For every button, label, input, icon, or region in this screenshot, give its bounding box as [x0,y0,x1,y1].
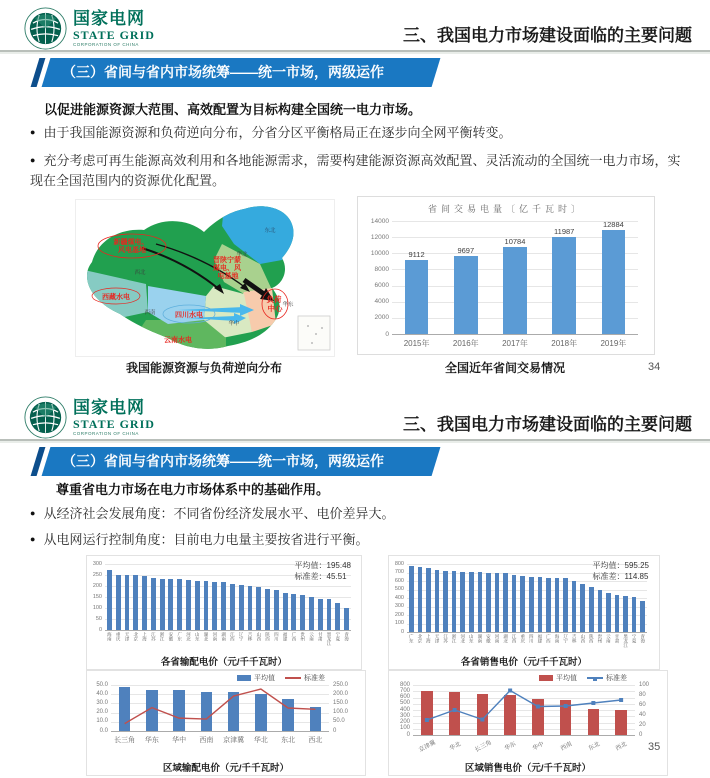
x-axis-category-label: 重庆 [520,634,526,643]
stats-annotation: 平均值：195.48 标准差：45.51 [294,561,351,581]
bar [256,587,261,630]
x-axis-category-label: 海南 [555,634,560,643]
bar [552,237,576,334]
x-axis-category-label: 江西 [230,632,236,641]
secondary-y-axis-tick: 20 [639,721,646,728]
y-axis-tick: 300 [394,603,404,609]
logo-text-sub: CORPORATION OF CHINA [73,41,139,47]
x-axis-category-label: 云南 [606,634,612,643]
trade-chart-caption: 全国近年省间交易情况 [444,361,565,375]
y-axis-tick: 150 [92,593,102,600]
y-axis-tick: 12000 [370,233,389,241]
bar [563,578,568,632]
x-axis-category-label: 西南 [559,741,574,753]
bar [589,587,594,632]
x-axis-category-label: 天津 [124,632,130,641]
y-axis-tick: 50 [95,615,102,622]
bar [204,581,209,630]
x-axis-category-label: 江苏 [151,632,157,641]
y-axis-tick: 0.0 [99,727,108,734]
bar [555,578,560,632]
map-label-region-sw: 西南 [144,310,156,316]
map-label-tibet-hydro: 西藏水电 [102,294,130,301]
x-axis-category-label: 宁夏 [632,634,638,643]
x-axis-category-label: 东北 [587,741,601,753]
x-axis-category-label: 海南 [107,632,113,641]
x-axis-category-label: 陕西 [589,634,595,643]
bar [335,603,340,631]
chart-title: 各省输配电价（元/千千瓦时） [160,657,288,668]
state-grid-logo [24,396,155,439]
x-axis-category-label: 河北 [186,632,192,641]
bar-data-label: 12884 [602,220,624,229]
map-label-region-ne: 东北 [264,228,276,234]
x-axis-category-label: 四川 [274,632,280,641]
bar [435,570,440,632]
y-axis-tick: 200 [394,611,404,618]
y-axis-tick: 400 [394,594,404,601]
legend-item-std: 标准差 [285,673,325,683]
x-axis-category-label: 山西 [580,634,586,643]
bar [460,572,465,632]
x-axis-category-label: 西南 [199,737,214,744]
intro-text: 尊重省电力市场在电力市场体系中的基础作用。 [56,482,330,497]
bar [195,581,200,630]
logo-text-sub: CORPORATION OF CHINA [73,430,139,436]
state-grid-globe-icon [24,396,67,439]
y-axis-tick: 30.0 [96,699,108,706]
x-axis-category-label: 2016年 [452,339,479,348]
bullet-icon: ● [30,155,36,165]
x-axis-line [407,632,647,633]
secondary-y-axis-tick: 40 [639,711,646,718]
bar-swatch [539,675,553,681]
china-map-figure [75,199,335,357]
line-series [87,671,363,761]
bar [221,582,226,630]
y-axis-tick: 14000 [370,217,389,225]
map-label-region-cc: 华中 [228,321,240,327]
banner-label: （三）省间与省内市场统筹——统一市场，两级运作 [62,453,384,469]
x-axis-category-label: 黑龙江 [623,634,629,648]
regional-td-price-panel [86,670,366,776]
bar [503,573,508,632]
bar [580,584,585,632]
bar [405,260,429,334]
x-axis-category-label: 云南 [309,632,315,641]
y-axis-tick: 0 [98,626,102,633]
chart-legend [87,673,365,683]
page-number: 35 [648,741,661,753]
bullet-item [30,151,686,191]
bar [495,573,500,632]
bar [291,594,296,630]
bar-data-label: 11987 [554,227,575,237]
section-banner [46,447,436,476]
bullet-text: 充分考虑可再生能源高效利用和各地能源需求，需要构建能源资源高效配置、灵活流动的全国统一电力市场，实现在全国范围内的资源优化配置。 [30,153,681,189]
logo-text-cn: 国家电网 [73,397,145,417]
state-grid-logo [24,7,155,50]
x-axis-category-label: 宁夏 [335,632,341,641]
chart-title: 区域销售电价（元/千千瓦时） [464,763,592,774]
bar [168,579,173,630]
x-axis-category-label: 湖南 [477,634,483,643]
bar [478,572,483,632]
x-axis-category-label: 山西 [256,632,262,641]
x-axis-category-label: 上海 [142,632,148,641]
x-axis-category-label: 河北 [460,634,466,643]
bar [454,256,478,334]
banner-label: （三）省间与省内市场统筹——统一市场，两级运作 [62,64,384,80]
x-axis-category-label: 2019年 [600,339,627,348]
trade-chart [358,197,654,354]
x-axis-category-label: 西北 [615,741,629,753]
bar [606,593,611,632]
y-axis-tick: 300 [92,560,102,567]
bar [632,597,637,632]
x-axis-category-label: 华中 [172,737,187,744]
bar [327,599,332,630]
map-inset-south-china-sea [298,316,330,350]
bar [623,596,628,632]
x-axis-category-label: 北京 [133,632,139,641]
secondary-y-axis-tick: 0 [639,731,643,738]
slide-title: 三、我国电力市场建设面临的主要问题 [403,26,692,45]
y-axis-tick: 100 [399,725,410,732]
bar [443,571,448,632]
legend-item-mean: 平均值 [539,673,577,683]
secondary-y-axis-tick: 150.0 [333,699,349,706]
x-axis-category-label: 河南 [495,634,500,643]
bar [133,575,138,630]
y-axis-tick: 200 [399,719,410,725]
y-axis-tick: 0 [385,330,389,338]
provincial-sale-price-panel [388,555,660,670]
bar [598,590,603,632]
bar [125,575,130,630]
x-axis-category-label: 河南 [212,632,218,641]
bullet-icon: ● [30,508,36,518]
bullet-item [30,504,686,524]
x-axis-category-label: 安徽 [486,634,492,643]
chart-legend [389,673,667,683]
y-axis-tick: 200 [92,582,102,589]
bar [418,567,423,632]
bar [274,590,279,630]
bullet-icon: ● [30,534,36,544]
slide-35 [0,389,710,778]
bar [538,577,543,632]
bullet-text: 从电网运行控制角度：目前电力电量主要按省进行平衡。 [43,532,369,547]
bar [426,568,431,632]
y-axis-tick: 8000 [374,265,389,273]
bar [212,582,217,630]
x-axis-category-label: 浙江 [452,634,458,643]
section-banner [46,58,436,87]
x-axis-category-label: 四川 [529,634,535,643]
x-axis-category-label: 山东 [469,634,475,643]
bar-data-label: 9112 [408,250,425,260]
y-axis-tick: 400 [399,706,410,713]
x-axis-category-label: 广西 [546,634,552,643]
provincial-td-price-panel [86,555,362,670]
secondary-y-axis-tick: 100.0 [333,709,349,716]
x-axis-category-label: 福建 [537,634,543,643]
x-axis-category-label: 广东 [409,634,415,643]
y-axis-tick: 300 [399,712,410,719]
stats-annotation: 平均值：595.25 标准差：114.85 [592,561,649,581]
secondary-y-axis-tick: 0 [333,727,337,734]
x-axis-category-label: 安徽 [168,632,174,641]
y-axis-tick: 500 [394,586,404,592]
x-axis-category-label: 2015年 [403,339,430,348]
y-axis-tick: 800 [394,560,404,567]
bullet-item [30,123,686,143]
x-axis-category-label: 青海 [640,634,646,643]
secondary-y-axis-tick: 250.0 [333,681,349,688]
y-axis-tick: 10000 [370,249,389,257]
logo-text-en: STATE GRID [73,27,155,42]
x-axis-category-label: 江西 [512,634,518,643]
secondary-y-axis-tick: 50.0 [333,718,345,725]
y-axis-tick: 4000 [374,298,389,306]
y-axis-tick: 40.0 [96,690,108,697]
x-axis-category-label: 黑龙江 [327,632,333,646]
bar-data-label: 9697 [457,245,475,255]
y-axis-tick: 0 [400,628,404,635]
china-energy-map [76,200,332,354]
line-series [389,671,665,761]
y-axis-tick: 800 [399,681,410,688]
x-axis-category-label: 青海 [344,632,350,641]
secondary-y-axis-tick: 100 [639,681,650,688]
bar [230,584,235,630]
bar [160,579,165,630]
x-axis-category-label: 北京 [417,634,423,643]
y-axis-tick: 20.0 [96,709,108,716]
bar [318,599,323,630]
x-axis-category-label: 华北 [448,741,463,753]
x-axis-category-label: 吉林 [247,632,253,641]
bullet-text: 从经济社会发展角度：不同省份经济发展水平、电价差异大。 [43,506,395,521]
bar [452,571,457,632]
x-axis-category-label: 华中 [531,741,546,753]
logo-text-en: STATE GRID [73,416,155,431]
bullet-text: 由于我国能源资源和负荷逆向分布，分省分区平衡格局正在逐步向全网平衡转变。 [43,125,512,140]
x-axis-category-label: 2018年 [551,339,578,348]
bar [602,230,626,334]
chart-title: 各省销售电价（元/千千瓦时） [460,657,588,668]
y-axis-tick: 50.0 [96,681,108,688]
x-axis-category-label: 2017年 [502,339,528,348]
trade-chart-title: 省间交易电量〔亿千瓦时〕 [427,204,584,214]
x-axis-category-label: 辽宁 [563,634,569,643]
secondary-y-axis-tick: 200.0 [333,690,349,697]
x-axis-category-label: 山东 [195,632,201,641]
bar [469,572,474,632]
slide-title: 三、我国电力市场建设面临的主要问题 [403,415,692,434]
logo-text-cn: 国家电网 [73,8,145,28]
x-axis-category-label: 甘肃 [318,632,324,641]
x-axis-category-label: 华北 [253,737,268,744]
bar-data-label: 10784 [504,236,526,246]
x-axis-category-label: 湖北 [204,632,210,641]
bar [546,578,551,632]
secondary-y-axis-tick: 60 [639,701,646,708]
x-axis-category-label: 贵州 [597,634,603,643]
x-axis-category-label: 京津冀 [223,737,245,744]
y-axis-tick: 700 [394,569,404,575]
x-axis-line [105,630,351,631]
y-axis-tick: 6000 [374,282,389,290]
x-axis-category-label: 长三角 [114,737,136,744]
y-axis-tick: 0 [406,731,410,738]
x-axis-category-label: 浙江 [160,632,166,641]
map-label-region-nw: 西北 [134,270,146,276]
bar [239,585,244,630]
regional-sale-price-chart [389,671,665,761]
bar [300,595,305,630]
bar [186,580,191,630]
x-axis-category-label: 东北 [281,737,296,744]
map-label-region-ec: 华东 [282,302,294,308]
y-axis-tick: 600 [399,694,410,700]
x-axis-category-label: 福建 [283,632,289,641]
y-axis-tick: 250 [92,571,102,578]
x-axis-category-label: 广东 [177,632,183,641]
header-divider [0,50,710,52]
x-axis-category-label: 甘肃 [615,634,620,643]
chart-title: 区域输配电价（元/千千瓦时） [162,763,290,774]
map-label-xinjiang: 新疆煤电、 风电基地 [113,239,149,254]
header-divider [0,439,710,441]
legend-item-mean: 平均值 [237,673,275,683]
x-axis-category-label: 江苏 [443,634,449,643]
intro-text: 以促进能源资源大范围、高效配置为目标构建全国统一电力市场。 [44,102,422,117]
bar [572,581,577,632]
x-axis-category-label: 辽宁 [239,632,245,641]
y-axis-tick: 600 [394,577,404,584]
map-caption: 我国能源资源与负荷逆向分布 [125,361,282,375]
bar [107,570,112,630]
map-label-yunnan-hydro: 云南水电 [164,337,192,344]
secondary-y-axis-tick: 80 [639,691,646,698]
x-axis-category-label: 西北 [308,737,323,744]
regional-td-price-chart [87,671,363,761]
map-label-region-nc: 华北 [236,252,248,258]
bar [151,578,156,630]
bar [512,575,517,632]
bar [248,586,253,630]
y-axis-tick: 2000 [374,314,389,322]
bar [309,597,314,630]
y-axis-tick: 100 [394,620,404,626]
bar [344,608,349,630]
x-axis-category-label: 华东 [144,737,159,744]
bar [177,579,182,630]
x-axis-category-label: 湖北 [503,634,509,643]
map-label-sichuan-hydro: 四川水电 [175,312,203,319]
x-axis-category-label: 广西 [291,632,297,641]
line-marker [593,677,597,681]
bar [116,575,121,630]
x-axis-category-label: 湖南 [221,632,227,641]
x-axis-category-label: 天津 [435,634,440,643]
line-swatch [587,677,603,679]
x-axis-category-label: 京津冀 [418,739,437,754]
line-swatch [285,677,301,679]
state-grid-globe-icon [24,7,67,50]
x-axis-category-label: 贵州 [300,632,306,641]
bar [615,595,620,632]
x-axis-category-label: 吉林 [572,634,578,643]
bar [142,576,147,630]
bar [283,593,288,630]
y-axis-tick: 500 [399,700,410,707]
x-axis-category-label: 陕西 [265,632,271,641]
bar [486,573,491,632]
bar [520,576,525,632]
bar [640,601,645,632]
x-axis-category-label: 上海 [426,634,432,643]
y-axis-tick: 100 [92,604,102,611]
page-number: 34 [648,361,661,373]
map-label-jsnm: 晋陕宁蒙 煤电、风 电基地 [213,257,242,280]
bar-swatch [237,675,251,681]
y-axis-tick: 700 [399,687,410,694]
x-axis-category-label: 重庆 [116,632,122,641]
bar [265,589,270,630]
legend-item-std: 标准差 [587,673,627,683]
regional-sale-price-panel [388,670,668,776]
x-axis-line [392,334,638,335]
trade-chart-panel [357,196,655,355]
x-axis-category-label: 华东 [504,741,518,753]
bar [529,577,534,632]
bar [503,247,527,334]
y-axis-tick: 10.0 [96,718,108,725]
bar [409,566,414,632]
x-axis-category-label: 长三角 [473,739,493,754]
bullet-icon: ● [30,127,36,137]
map-label-load-center: 负荷 中心 [266,295,283,313]
bullet-item [30,530,686,550]
